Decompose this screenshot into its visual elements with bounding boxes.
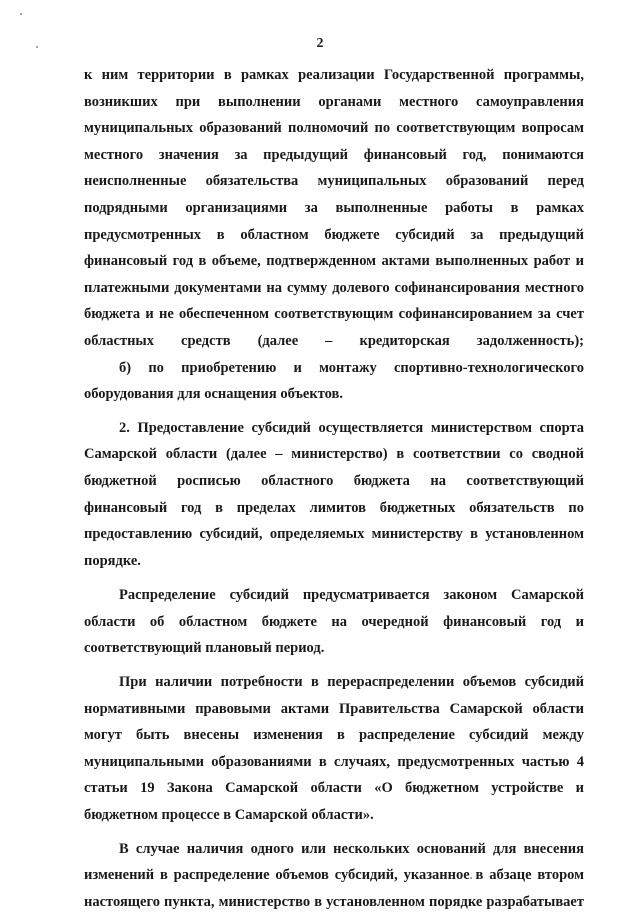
paragraph-section-2: 2. Предоставление субсидий осуществляется министерством спорта Самарской области (далее – министерство) в соответствии со сводной бюджетной росписью областного бюджета на соответствующий финансовый год в пределах лимитов бюджетных обязательств по предоставлению субсидий, определяемых министерству в установленном порядке. xyxy=(84,419,584,569)
paragraph-item-b: б) по приобретению и монтажу спортивно-технологического оборудования для оснащения объектов. xyxy=(84,359,584,403)
page-number: 2 xyxy=(316,36,324,51)
scan-speck xyxy=(20,13,22,15)
paragraph-distribution: Распределение субсидий предусматривается законом Самарской области об областном бюджете на очередной финансовый год и соответствующий плановый период. xyxy=(84,587,584,657)
paragraph-changes: В случае наличия одного или нескольких оснований для внесения изменений в распределение объемов субсидий, указанное в абзаце втором настоящего пункта, министерство в установленном порядке разрабатывает xyxy=(84,840,584,910)
paragraph-creditor-debt-definition: к ним территории в рамках реализации Государственной программы, возникших при выполнении органами местного самоуправления муниципальных образований полномочий по соответствующим вопросам местного значения за предыдущий финансовый год, понимаются неисполненные обязательства муниципальных образований перед подрядными организациями за выполненные работы в рамках предусмотренных в областном бюджете субсидий за предыдущий финансовый год в объеме, подтвержденном актами выполненных работ и платежными документами на сумму долевого софинансирования местного бюджета и не обеспеченном соответствующим софинансированием за счет областных средств (далее – кредиторская задолженность); xyxy=(84,67,584,349)
paragraph-redistribution: При наличии потребности в перераспределении объемов субсидий нормативными правовыми актами Правительства Самарской области могут быть внесены изменения в распределение субсидий между муниципальными образованиями в случаях, предусмотренных частью 4 статьи 19 Закона Самарской области «О бюджетном устройстве и бюджетном процессе в Самарской области». xyxy=(84,674,584,824)
scan-speck xyxy=(36,46,38,48)
document-body xyxy=(84,62,584,915)
